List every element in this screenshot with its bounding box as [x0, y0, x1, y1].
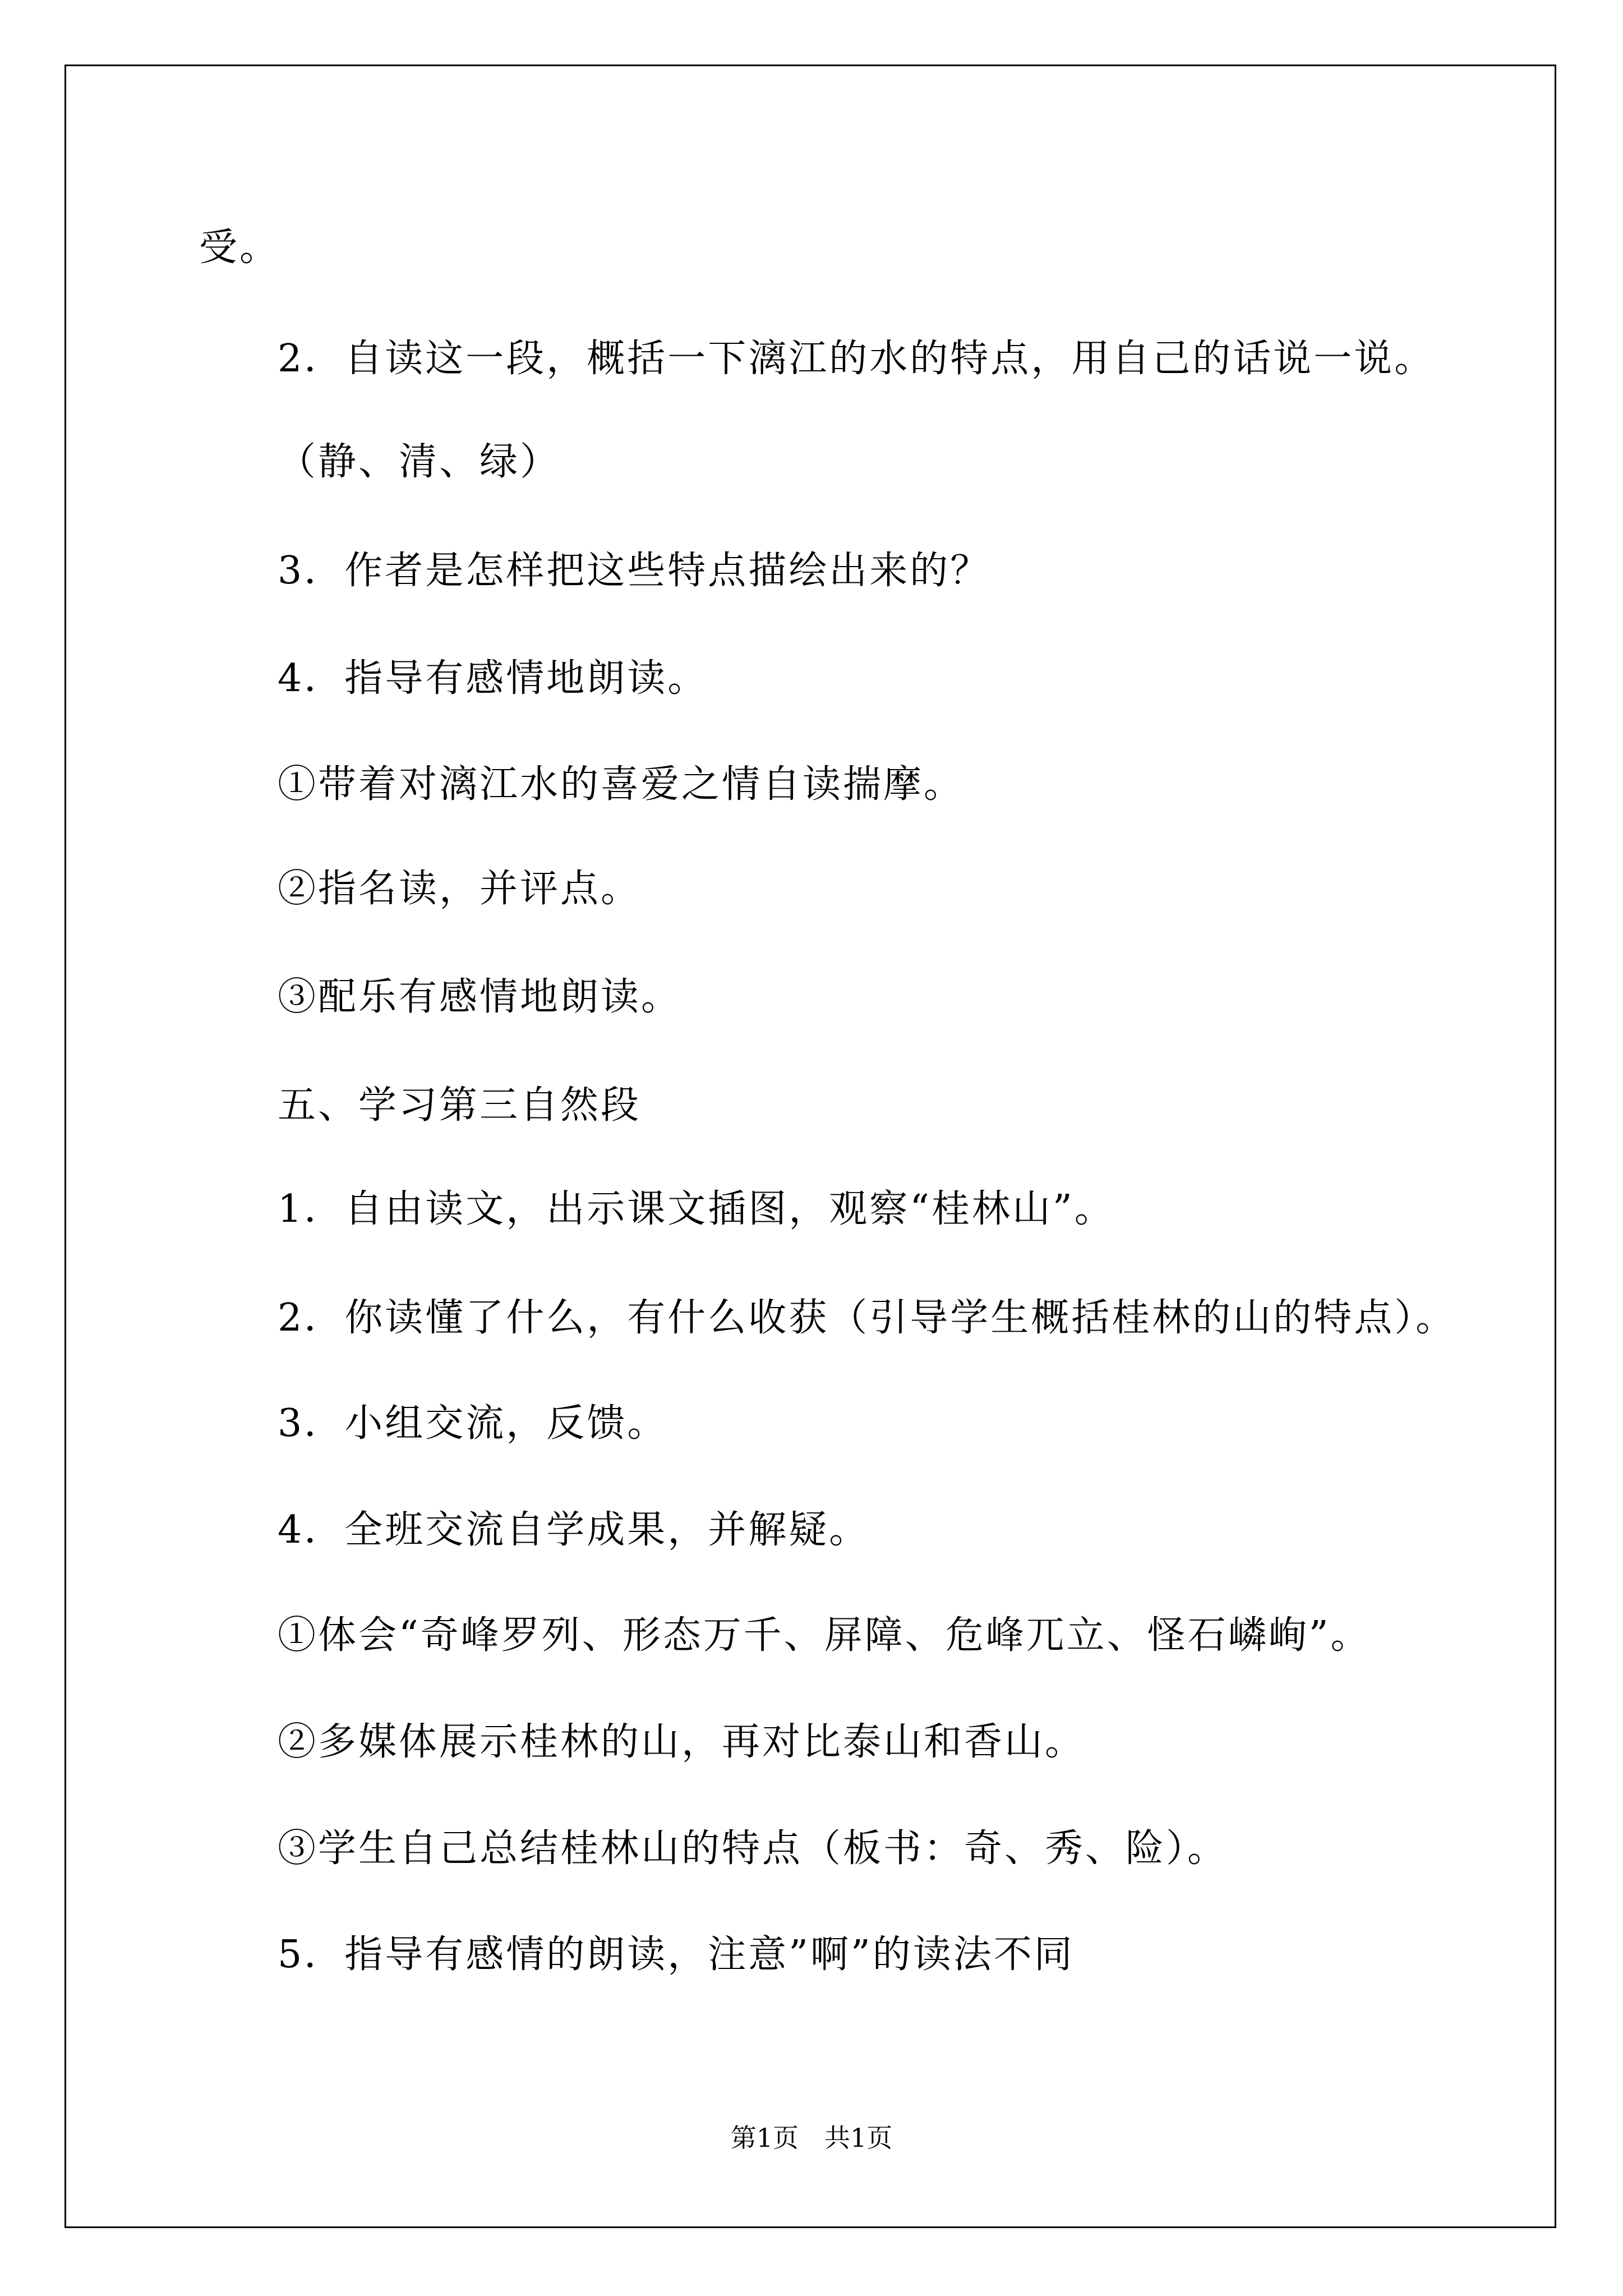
text-line: （静、清、绿） [278, 440, 561, 484]
text-line: 4．指导有感情地朗读。 [278, 656, 708, 701]
text-line: ③学生自己总结桂林山的特点（板书：奇、秀、险）。 [278, 1826, 1228, 1871]
text-line: 5．指导有感情的朗读，注意”啊”的读法不同 [278, 1932, 1075, 1977]
text-line: 3．小组交流，反馈。 [278, 1401, 668, 1446]
text-line: ②指名读，并评点。 [278, 867, 642, 911]
text-line: 2．自读这一段，概括一下漓江的水的特点，用自己的话说一说。 [278, 337, 1435, 381]
text-line: ①带着对漓江水的喜爱之情自读揣摩。 [278, 762, 965, 807]
text-line: ③配乐有感情地朗读。 [278, 975, 682, 1019]
text-line: ①体会“奇峰罗列、形态万千、屏障、危峰兀立、怪石嶙峋”。 [278, 1613, 1371, 1658]
text-line: 4．全班交流自学成果，并解疑。 [278, 1508, 870, 1552]
page-number-footer: 第1页 共1页 [730, 2123, 893, 2153]
text-line: 受。 [199, 226, 280, 270]
text-line: 1．自由读文，出示课文插图，观察“桂林山”。 [278, 1187, 1115, 1231]
text-line: 2．你读懂了什么，有什么收获（引导学生概括桂林的山的特点）。 [278, 1296, 1456, 1340]
page-border [64, 65, 1556, 2228]
text-line: 五、学习第三自然段 [278, 1083, 642, 1128]
text-line: 3．作者是怎样把这些特点描绘出来的？ [278, 549, 991, 593]
text-line: ②多媒体展示桂林的山，再对比泰山和香山。 [278, 1720, 1086, 1764]
